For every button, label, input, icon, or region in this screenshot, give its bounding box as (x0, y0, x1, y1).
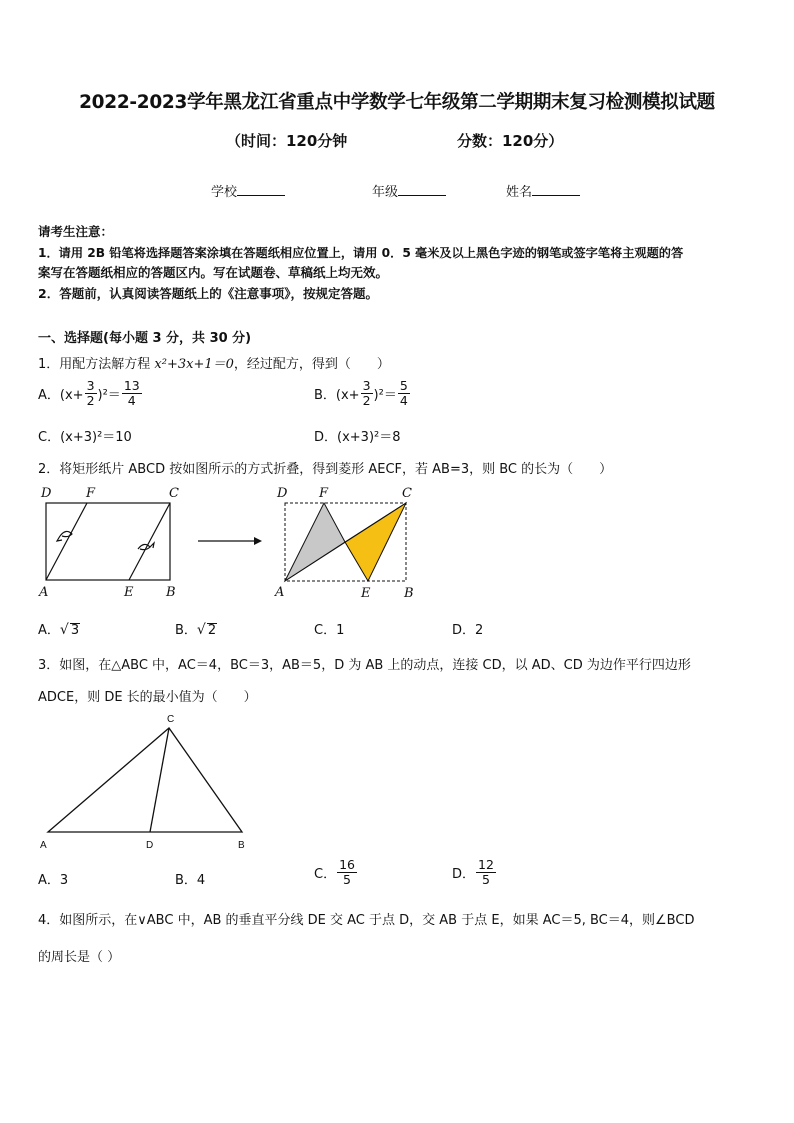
q2-option-b[interactable]: B．√ 2 (175, 622, 217, 638)
q1-option-a[interactable]: A．(x+ $\frac{3}{2}$ )²＝ $\frac{13}{4}$ (38, 378, 140, 408)
school-blank[interactable] (237, 183, 285, 196)
question-3-line-2: ADCE，则 DE 长的最小值为（ ） (38, 690, 257, 705)
question-2: 2．将矩形纸片 ABCD 按如图所示的方式折叠，得到菱形 AECF，若 AB=3，则 BC 的长为（ ） (38, 462, 613, 477)
q2-left-line-af (46, 503, 87, 580)
q2-arrow-icon (254, 537, 262, 545)
q2-a-radicand: 3 (70, 623, 80, 638)
q3-option-b[interactable]: B．4 (175, 873, 206, 888)
q2-gray-triangle (285, 503, 345, 581)
q2-left-label-a: A (39, 585, 49, 600)
q2-left-label-f: F (86, 486, 96, 501)
q2-option-a[interactable]: A．√ 3 (38, 622, 80, 638)
q2-diagonal-ac (285, 503, 406, 581)
q1-b-fraction-1: $\frac{3}{2}$ (362, 378, 371, 408)
q2-option-c[interactable]: C．1 (314, 623, 345, 638)
notice-line-2: 2．答题前，认真阅读答题纸上的《注意事项》，按规定答题。 (38, 286, 378, 301)
name-field (506, 181, 580, 200)
q3-segment-cd (150, 728, 169, 832)
q3-option-a[interactable]: A．3 (38, 873, 69, 888)
q2-b-radicand: 2 (207, 623, 217, 638)
q2-right-label-e: E (361, 586, 371, 601)
notice-line-1a: 1．请用 2B 铅笔将选择题答案涂填在答题纸相应位置上，请用 0．5 毫米及以上黑色字迹的钢笔或签字笔将主观题的答 (38, 246, 684, 260)
q3-option-d[interactable]: D． $\frac{12}{5}$ (452, 857, 494, 887)
q1-prefix: 1．用配方法解方程 (38, 357, 155, 372)
exam-time: （时间：120分钟 (226, 132, 348, 150)
question-4-line-2: 的周长是（ ） (38, 950, 121, 965)
q3-figure (36, 710, 266, 855)
q1-option-c[interactable]: C．(x+3)²＝10 (38, 430, 132, 445)
q2-left-label-d: D (41, 486, 52, 501)
section-heading: 一、选择题(每小题 3 分，共 30 分) (38, 331, 252, 346)
q1-b-fraction-2: $\frac{5}{4}$ (399, 378, 408, 408)
grade-blank[interactable] (398, 183, 446, 196)
notice-line-1b: 案写在答题纸相应的答题区内。写在试题卷、草稿纸上均无效。 (38, 265, 389, 280)
q2-option-d[interactable]: D．2 (452, 623, 484, 638)
question-3-line-1: 3．如图，在△ABC 中，AC＝4，BC＝3，AB＝5，D 为 AB 上的动点，连接 CD，以 AD、CD 为边作平行四边形 (38, 658, 691, 673)
q3-triangle-abc (48, 728, 242, 832)
question-1 (38, 353, 390, 372)
q3-c-fraction: $\frac{16}{5}$ (339, 857, 355, 887)
q1-suffix: ，经过配方，得到（ ） (233, 357, 390, 372)
q1-a-fraction-2: $\frac{13}{4}$ (123, 378, 140, 408)
q2-right-label-d: D (277, 486, 288, 501)
q2-figure (36, 484, 426, 602)
q2-left-line-ec (129, 503, 170, 580)
q2-left-label-b: B (166, 585, 176, 600)
q1-option-d[interactable]: D．(x+3)²＝8 (314, 430, 401, 445)
q2-right-label-a: A (275, 585, 285, 600)
page-title: 2022-2023学年黑龙江省重点中学数学七年级第二学期期末复习检测模拟试题 (79, 92, 715, 113)
q2-left-label-e: E (124, 585, 134, 600)
q3-label-c: C (167, 714, 175, 725)
school-label: 学校 (211, 185, 238, 200)
q2-left-label-c: C (169, 486, 179, 501)
question-4-line-1: 4．如图所示，在∨ABC 中，AB 的垂直平分线 DE 交 AC 于点 D，交 AB 于点 E，如果 AC＝5, BC＝4，则∠BCD (38, 913, 695, 928)
school-field (211, 181, 285, 200)
q2-right-label-c: C (402, 486, 412, 501)
name-label: 姓名 (506, 185, 533, 200)
q3-d-fraction: $\frac{12}{5}$ (478, 857, 494, 887)
name-blank[interactable] (532, 183, 580, 196)
q3-label-b: B (238, 840, 245, 851)
exam-score: 分数：120分） (457, 132, 564, 150)
grade-label: 年级 (372, 185, 399, 200)
q3-label-a: A (40, 840, 47, 851)
grade-field (372, 181, 446, 200)
q2-right-label-f: F (319, 486, 329, 501)
q1-option-b[interactable]: B．(x+ $\frac{3}{2}$ )²＝ $\frac{5}{4}$ (314, 378, 408, 408)
q1-equation: x²+3x+1＝0 (154, 357, 234, 372)
q3-option-c[interactable]: C． $\frac{16}{5}$ (314, 857, 355, 887)
notice-heading: 请考生注意： (38, 224, 114, 239)
q2-left-rectangle (46, 503, 170, 580)
q3-label-d: D (146, 840, 154, 851)
q2-fold-arrow-right-icon (138, 544, 150, 549)
q2-right-label-b: B (404, 586, 414, 601)
q2-yellow-triangle (345, 503, 406, 581)
q1-a-fraction-1: $\frac{3}{2}$ (86, 378, 95, 408)
